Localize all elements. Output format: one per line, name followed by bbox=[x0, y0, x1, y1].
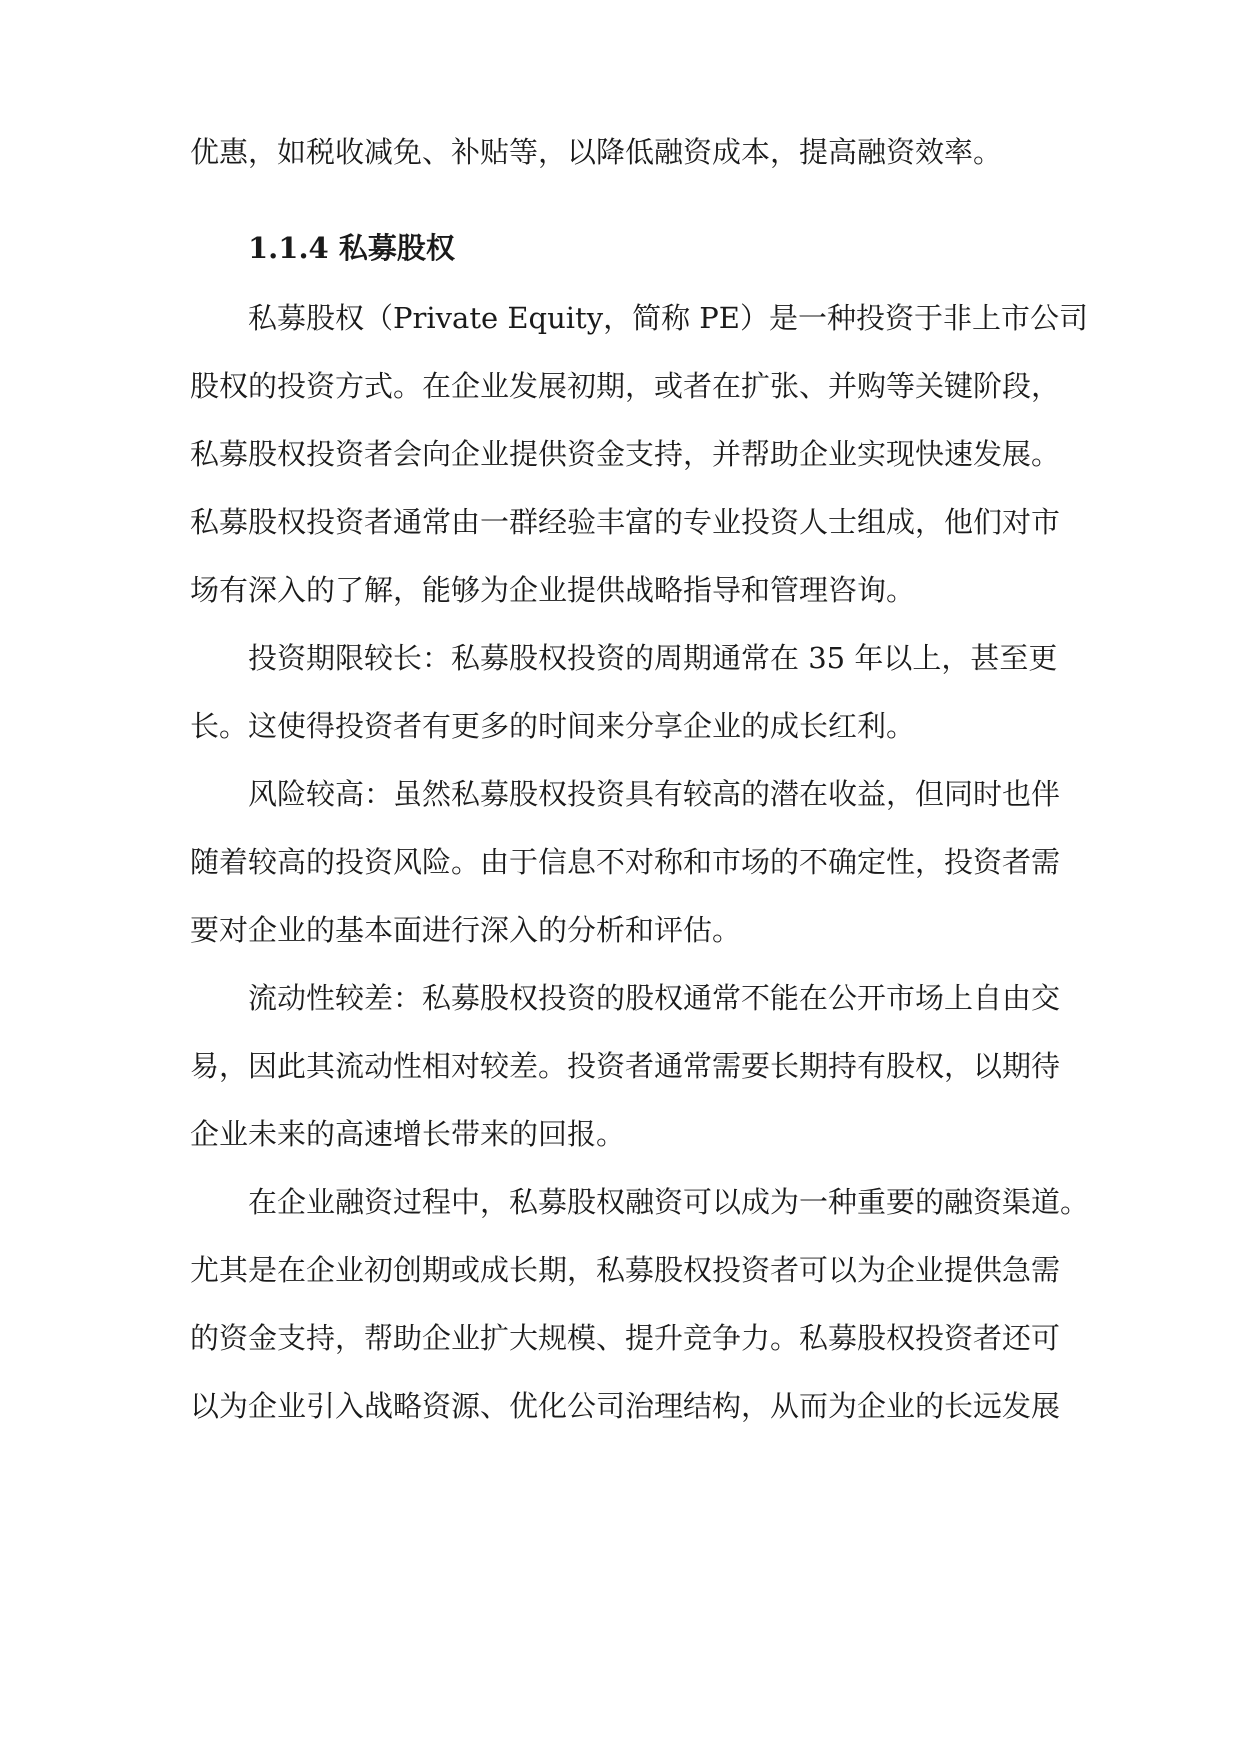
paragraph-line: 长。这使得投资者有更多的时间来分享企业的成长红利。 bbox=[190, 709, 916, 743]
paragraph-line: 企业未来的高速增长带来的回报。 bbox=[190, 1117, 626, 1151]
paragraph-line: 投资期限较长：私募股权投资的周期通常在 35 年以上，甚至更 bbox=[248, 641, 1058, 675]
paragraph-line: 在企业融资过程中，私募股权融资可以成为一种重要的融资渠道。 bbox=[248, 1185, 1090, 1219]
paragraph-line: 以为企业引入战略资源、优化公司治理结构，从而为企业的长远发展 bbox=[190, 1389, 1061, 1423]
paragraph-line: 股权的投资方式。在企业发展初期，或者在扩张、并购等关键阶段， bbox=[190, 369, 1061, 403]
section-heading: 1.1.4 私募股权 bbox=[248, 231, 455, 265]
paragraph-line: 尤其是在企业初创期或成长期，私募股权投资者可以为企业提供急需 bbox=[190, 1253, 1061, 1287]
paragraph-line: 易，因此其流动性相对较差。投资者通常需要长期持有股权，以期待 bbox=[190, 1049, 1061, 1083]
intro-line: 优惠，如税收减免、补贴等，以降低融资成本，提高融资效率。 bbox=[190, 135, 1003, 169]
paragraph-line: 私募股权投资者会向企业提供资金支持，并帮助企业实现快速发展。 bbox=[190, 437, 1061, 471]
paragraph-line: 风险较高：虽然私募股权投资具有较高的潜在收益，但同时也伴 bbox=[248, 777, 1061, 811]
paragraph-line: 流动性较差：私募股权投资的股权通常不能在公开市场上自由交 bbox=[248, 981, 1061, 1015]
paragraph-line: 随着较高的投资风险。由于信息不对称和市场的不确定性，投资者需 bbox=[190, 845, 1061, 879]
paragraph-line: 要对企业的基本面进行深入的分析和评估。 bbox=[190, 913, 742, 947]
paragraph-line: 私募股权（Private Equity，简称 PE）是一种投资于非上市公司 bbox=[248, 301, 1088, 335]
paragraph-line: 私募股权投资者通常由一群经验丰富的专业投资人士组成，他们对市 bbox=[190, 505, 1061, 539]
paragraph-line: 场有深入的了解，能够为企业提供战略指导和管理咨询。 bbox=[190, 573, 916, 607]
paragraph-line: 的资金支持，帮助企业扩大规模、提升竞争力。私募股权投资者还可 bbox=[190, 1321, 1061, 1355]
